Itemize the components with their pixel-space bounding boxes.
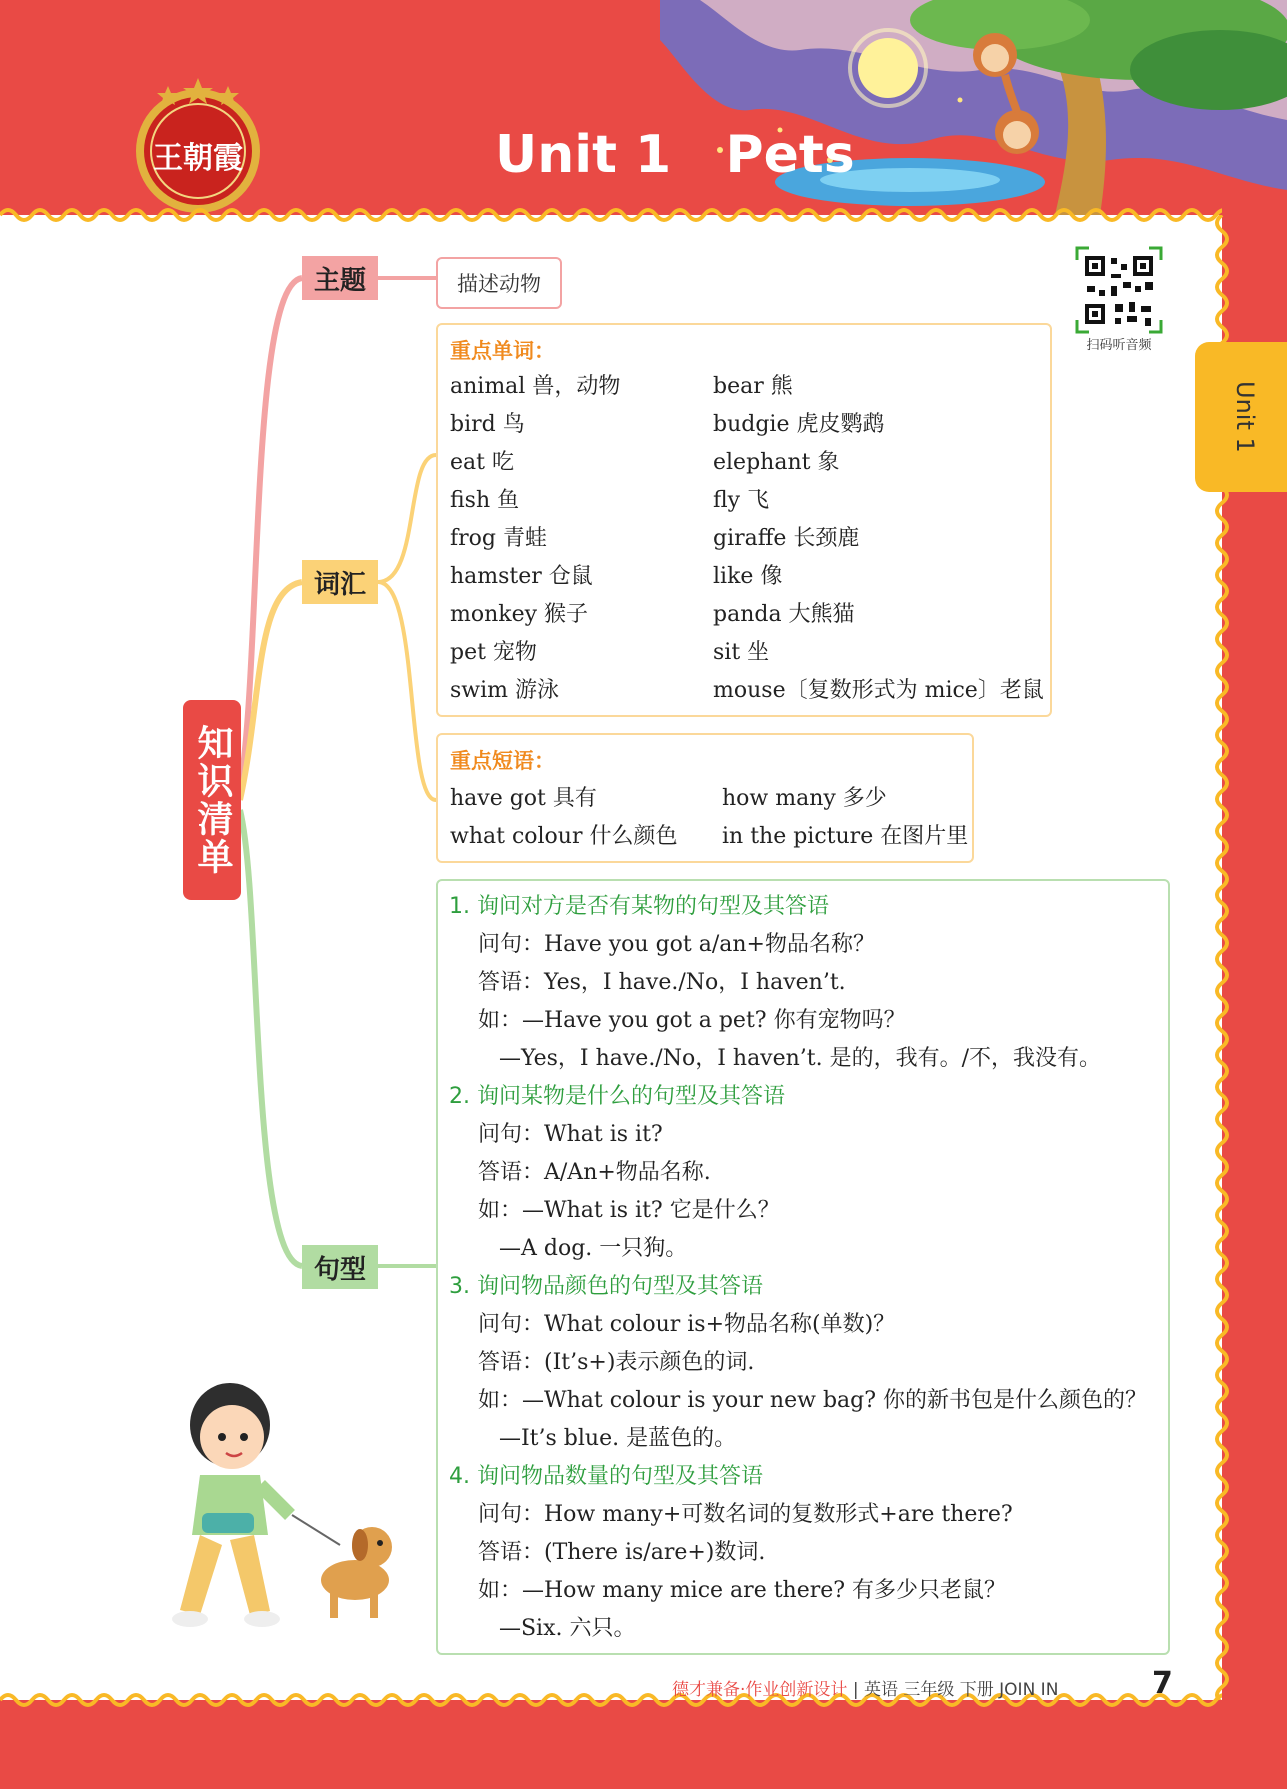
pattern-line: —Six. 六只。 <box>478 1616 636 1641</box>
node-theme: 主题 <box>302 256 378 300</box>
key-words-title: 重点单词： <box>450 339 555 363</box>
pattern-line: 答语：Yes，I have./No，I haven’t. <box>478 970 846 995</box>
theme-box: 描述动物 <box>436 257 562 309</box>
key-word-item: swim 游泳 <box>450 678 560 703</box>
pattern-heading: 3. 询问物品颜色的句型及其答语 <box>449 1274 763 1299</box>
phrase-item: how many 多少 <box>722 786 887 811</box>
key-word-item: mouse〔复数形式为 mice〕老鼠 <box>713 678 1044 703</box>
key-phrases-box <box>436 733 974 863</box>
key-word-item: bird 鸟 <box>450 412 525 437</box>
pattern-line: —Yes，I have./No，I haven’t. 是的，我有。/不，我没有。 <box>478 1046 1102 1071</box>
logo-text: 王朝霞 <box>153 141 243 176</box>
key-word-item: like 像 <box>713 564 783 589</box>
qr-label: 扫码听音频 <box>1086 338 1152 353</box>
phrase-item: in the picture 在图片里 <box>722 824 969 849</box>
pattern-line: 答语：(There is/are+)数词. <box>478 1540 766 1565</box>
pattern-line: 问句：Have you got a/an+物品名称？ <box>478 932 875 957</box>
pattern-heading: 4. 询问物品数量的句型及其答语 <box>449 1464 763 1489</box>
footer-brand: 德才兼备·作业创新设计 <box>672 1680 848 1700</box>
pattern-heading: 2. 询问某物是什么的句型及其答语 <box>449 1084 785 1109</box>
pattern-line: 如：—How many mice are there? 有多少只老鼠？ <box>478 1578 1007 1603</box>
pattern-line: 答语：A/An+物品名称. <box>478 1160 711 1185</box>
mindmap-root: 知识清单 <box>183 700 241 900</box>
phrase-item: have got 具有 <box>450 786 597 811</box>
node-sentence-patterns: 句型 <box>302 1245 378 1289</box>
pattern-line: 问句：What colour is+物品名称(单数)？ <box>478 1312 896 1337</box>
pattern-line: 答语：(It’s+)表示颜色的词. <box>478 1350 755 1375</box>
key-word-item: elephant 象 <box>713 450 840 475</box>
key-word-item: eat 吃 <box>450 450 514 475</box>
node-vocabulary: 词汇 <box>302 560 378 604</box>
footer-book-info: | 英语 三年级 下册 JOIN IN <box>852 1680 1059 1700</box>
key-word-item: budgie 虎皮鹦鹉 <box>713 412 885 437</box>
key-word-item: animal 兽，动物 <box>450 374 621 399</box>
pattern-line: 如：—Have you got a pet? 你有宠物吗？ <box>478 1008 906 1033</box>
phrase-item: what colour 什么颜色 <box>450 824 678 849</box>
pattern-line: 问句：What is it? <box>478 1122 663 1147</box>
pattern-heading: 1. 询问对方是否有某物的句型及其答语 <box>449 894 829 919</box>
key-words-box <box>436 323 1052 717</box>
key-word-item: hamster 仓鼠 <box>450 564 593 589</box>
key-word-item: giraffe 长颈鹿 <box>713 526 860 551</box>
key-word-item: panda 大熊猫 <box>713 602 855 627</box>
pattern-line: 如：—What is it? 它是什么？ <box>478 1198 780 1223</box>
pattern-line: —A dog. 一只狗。 <box>478 1236 688 1261</box>
sentence-patterns-box <box>436 879 1170 1655</box>
page-footer <box>672 1675 1058 1700</box>
pattern-line: 问句：How many+可数名词的复数形式+are there? <box>478 1502 1013 1527</box>
key-word-item: fly 飞 <box>713 488 770 513</box>
pattern-line: 如：—What colour is your new bag? 你的新书包是什么颜色的？ <box>478 1388 1148 1413</box>
key-word-item: frog 青蛙 <box>450 526 547 551</box>
boy-walking-dog-illustration <box>150 1375 405 1635</box>
key-word-item: sit 坐 <box>713 640 770 665</box>
key-word-item: monkey 猴子 <box>450 602 589 627</box>
unit-title: Unit 1 Pets <box>495 125 855 185</box>
pattern-line: —It’s blue. 是蓝色的。 <box>478 1426 737 1451</box>
page-number: 7 <box>1152 1666 1173 1701</box>
key-word-item: bear 熊 <box>713 374 793 399</box>
key-word-item: pet 宠物 <box>450 640 537 665</box>
side-tab-label: Unit 1 <box>1231 381 1259 453</box>
key-phrases-title: 重点短语： <box>450 749 555 773</box>
key-word-item: fish 鱼 <box>450 488 520 513</box>
